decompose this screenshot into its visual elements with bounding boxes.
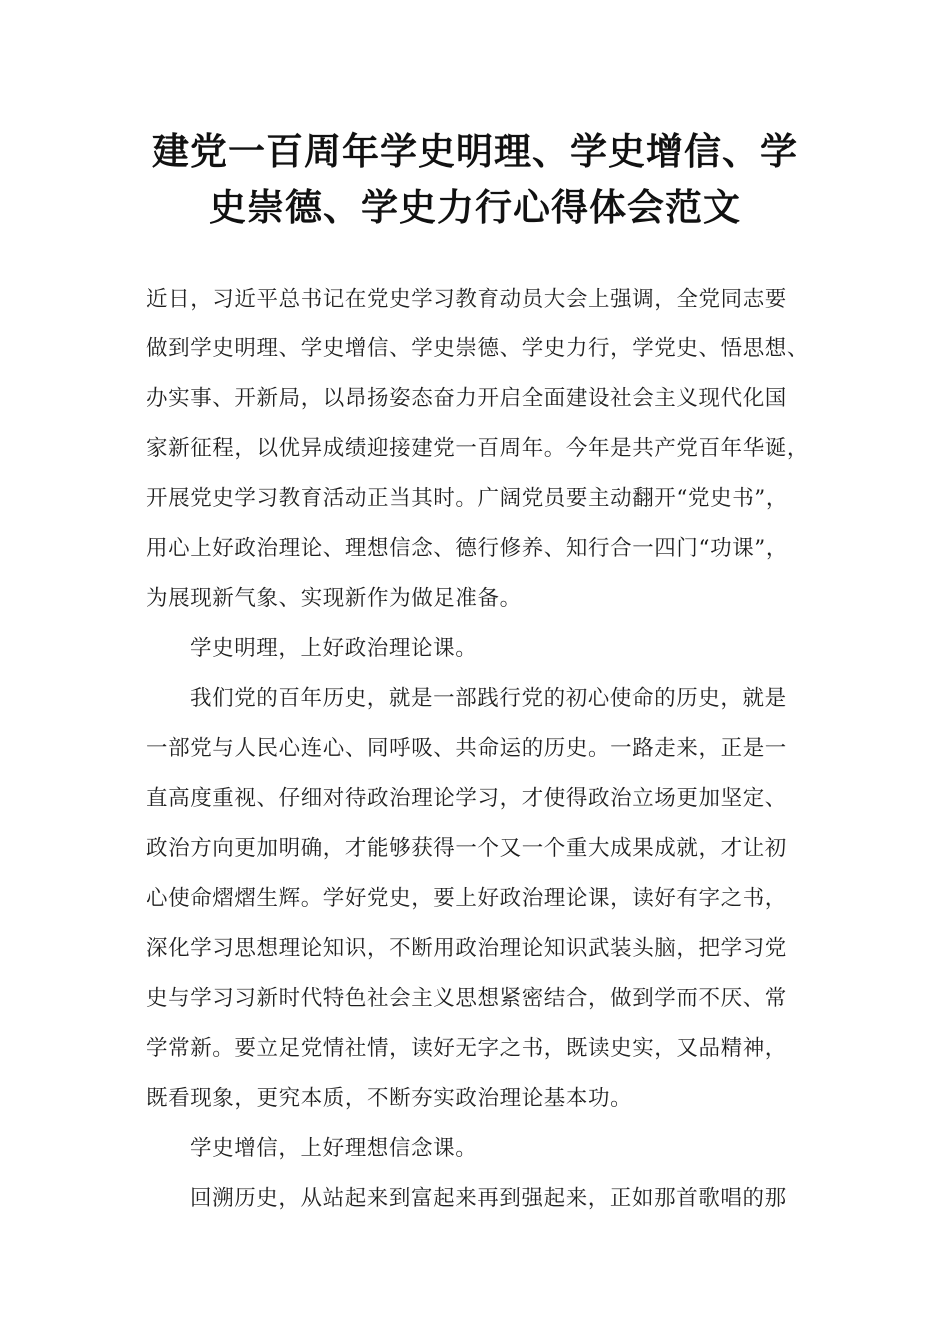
title-line-1: 建党一百周年学史明理、学史增信、学 — [152, 130, 798, 173]
body-line: 回溯历史，从站起来到富起来再到强起来，正如那首歌唱的那 — [190, 1186, 787, 1211]
body-line: 为展现新气象、实现新作为做足准备。 — [146, 586, 522, 611]
body-line: 开展党史学习教育活动正当其时。广阔党员要主动翻开“党史书”， — [146, 486, 788, 511]
body-line: 做到学史明理、学史增信、学史崇德、学史力行，学党史、悟思想、 — [146, 336, 810, 361]
body-line: 近日，习近平总书记在党史学习教育动员大会上强调，全党同志要 — [146, 287, 787, 312]
body-line: 办实事、开新局，以昂扬姿态奋力开启全面建设社会主义现代化国 — [146, 386, 787, 411]
section-heading: 学史增信，上好理想信念课。 — [190, 1136, 478, 1161]
body-line: 用心上好政治理论、理想信念、德行修养、知行合一四门“功课”， — [146, 536, 788, 561]
body-line: 政治方向更加明确，才能够获得一个又一个重大成果成就，才让初 — [146, 836, 787, 861]
title-line-2: 史崇德、学史力行心得体会范文 — [209, 186, 741, 229]
body-line: 家新征程，以优异成绩迎接建党一百周年。今年是共产党百年华诞， — [146, 436, 810, 461]
body-line: 既看现象，更究本质，不断夯实政治理论基本功。 — [146, 1086, 633, 1111]
body-line: 学常新。要立足党情社情，读好无字之书，既读史实，又品精神， — [146, 1036, 787, 1061]
section-heading: 学史明理，上好政治理论课。 — [190, 636, 478, 661]
body-line: 心使命熠熠生辉。学好党史，要上好政治理论课，读好有字之书， — [146, 886, 787, 911]
body-line: 一部党与人民心连心、同呼吸、共命运的历史。一路走来，正是一 — [146, 736, 787, 761]
document-title — [120, 124, 830, 236]
body-line: 史与学习习新时代特色社会主义思想紧密结合，做到学而不厌、常 — [146, 986, 787, 1011]
body-line: 深化学习思想理论知识，不断用政治理论知识武装头脑，把学习党 — [146, 936, 787, 961]
body-line: 直高度重视、仔细对待政治理论学习，才使得政治立场更加坚定、 — [146, 786, 787, 811]
body-line: 我们党的百年历史，就是一部践行党的初心使命的历史，就是 — [190, 686, 787, 711]
